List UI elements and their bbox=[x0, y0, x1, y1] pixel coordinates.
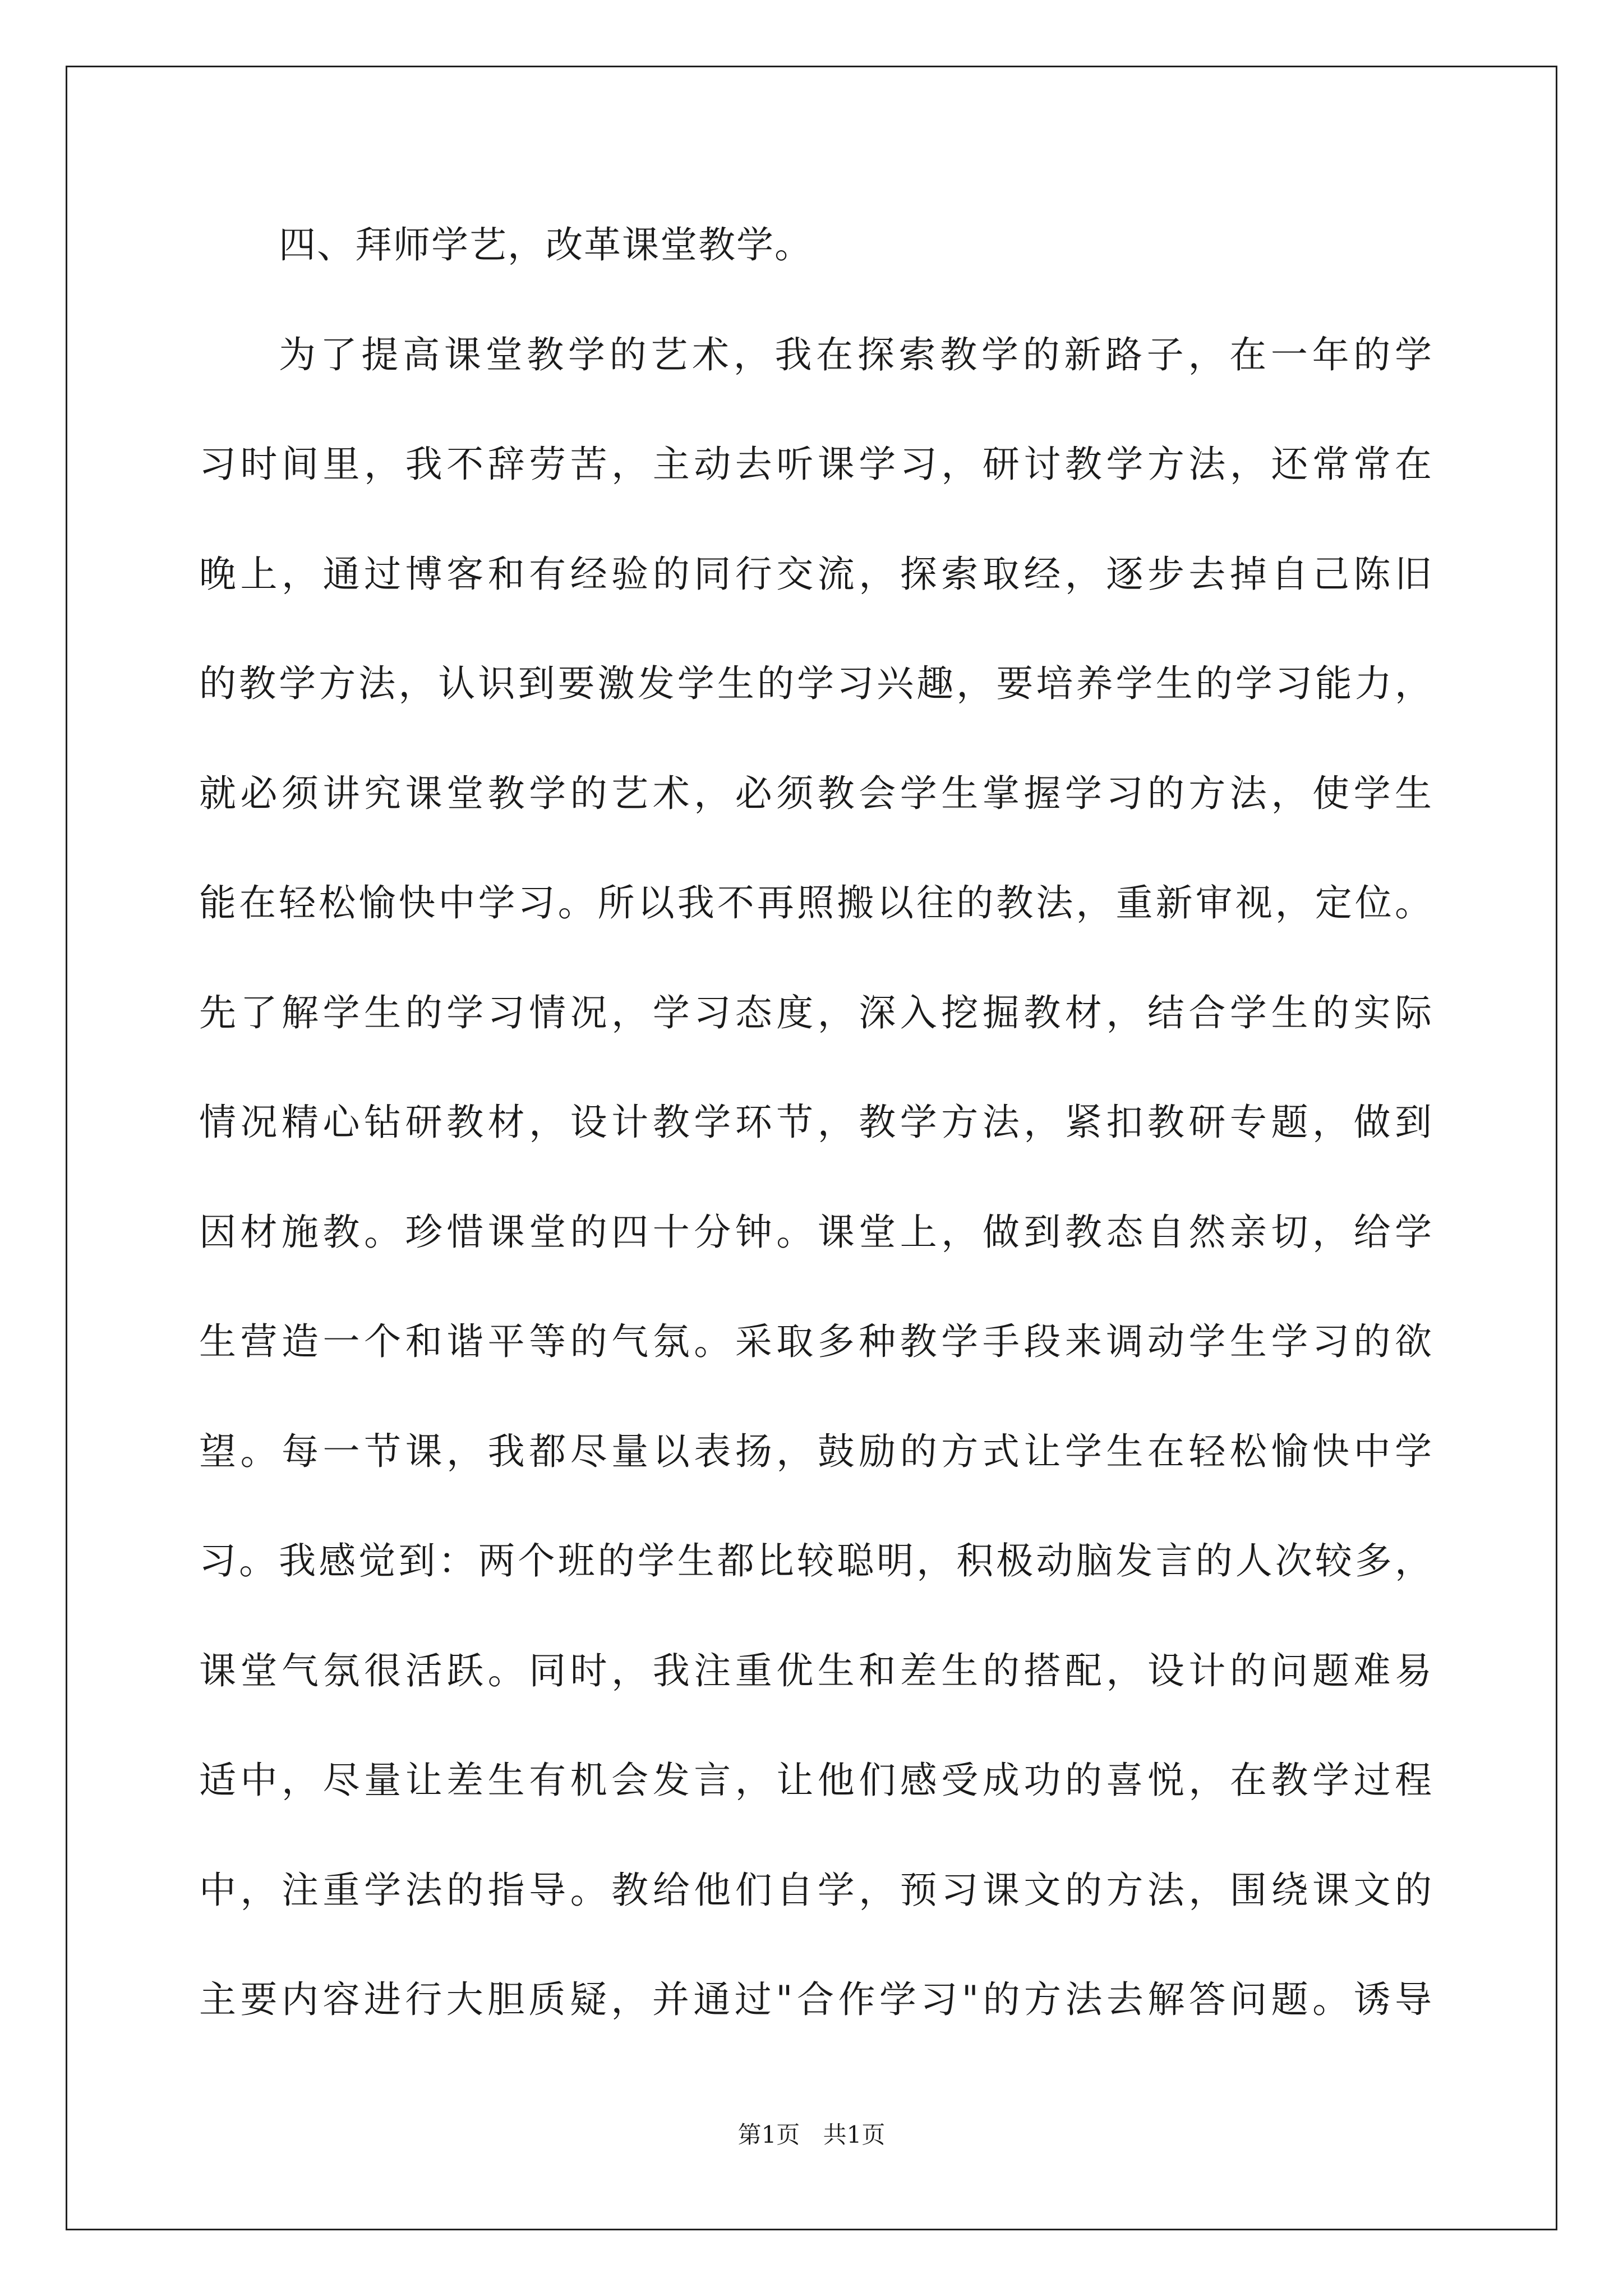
paragraph-line: 为了提高课堂教学的艺术，我在探索教学的新路子，在一年的学 bbox=[279, 333, 1433, 376]
paragraph-line: 主要内容进行大胆质疑，并通过"合作学习"的方法去解答问题。诱导 bbox=[199, 1978, 1433, 2021]
paragraph-line: 适中，尽量让差生有机会发言，让他们感受成功的喜悦，在教学过程 bbox=[199, 1759, 1433, 1802]
paragraph-line: 晚上，通过博客和有经验的同行交流，探索取经，逐步去掉自己陈旧 bbox=[199, 553, 1433, 596]
page-number-current: 第1页 bbox=[737, 2121, 800, 2148]
paragraph-line: 因材施教。珍惜课堂的四十分钟。课堂上，做到教态自然亲切，给学 bbox=[199, 1211, 1433, 1254]
paragraph-line: 望。每一节课，我都尽量以表扬，鼓励的方式让学生在轻松愉快中学 bbox=[199, 1430, 1433, 1473]
paragraph-line: 课堂气氛很活跃。同时，我注重优生和差生的搭配，设计的问题难易 bbox=[199, 1649, 1433, 1692]
paragraph-line: 中，注重学法的指导。教给他们自学，预习课文的方法，围绕课文的 bbox=[199, 1869, 1433, 1912]
paragraph-line: 情况精心钻研教材，设计教学环节，教学方法，紧扣教研专题，做到 bbox=[199, 1101, 1433, 1144]
paragraph-line: 的教学方法，认识到要激发学生的学习兴趣，要培养学生的学习能力， bbox=[199, 662, 1433, 705]
paragraph-line: 先了解学生的学习情况，学习态度，深入挖掘教材，结合学生的实际 bbox=[199, 991, 1433, 1034]
paragraph-line: 能在轻松愉快中学习。所以我不再照搬以往的教法，重新审视，定位。 bbox=[199, 881, 1433, 924]
page-number-total: 共1页 bbox=[823, 2121, 886, 2148]
paragraph-line: 习时间里，我不辞劳苦，主动去听课学习，研讨教学方法，还常常在 bbox=[199, 443, 1433, 486]
paragraph-line: 就必须讲究课堂教学的艺术，必须教会学生掌握学习的方法，使学生 bbox=[199, 772, 1433, 815]
paragraph-line: 生营造一个和谐平等的气氛。采取多种教学手段来调动学生学习的欲 bbox=[199, 1320, 1433, 1363]
page-footer bbox=[0, 2119, 1623, 2151]
section-heading: 四、拜师学艺，改革课堂教学。 bbox=[279, 223, 813, 266]
paragraph-line: 习。我感觉到：两个班的学生都比较聪明，积极动脑发言的人次较多， bbox=[199, 1539, 1433, 1582]
